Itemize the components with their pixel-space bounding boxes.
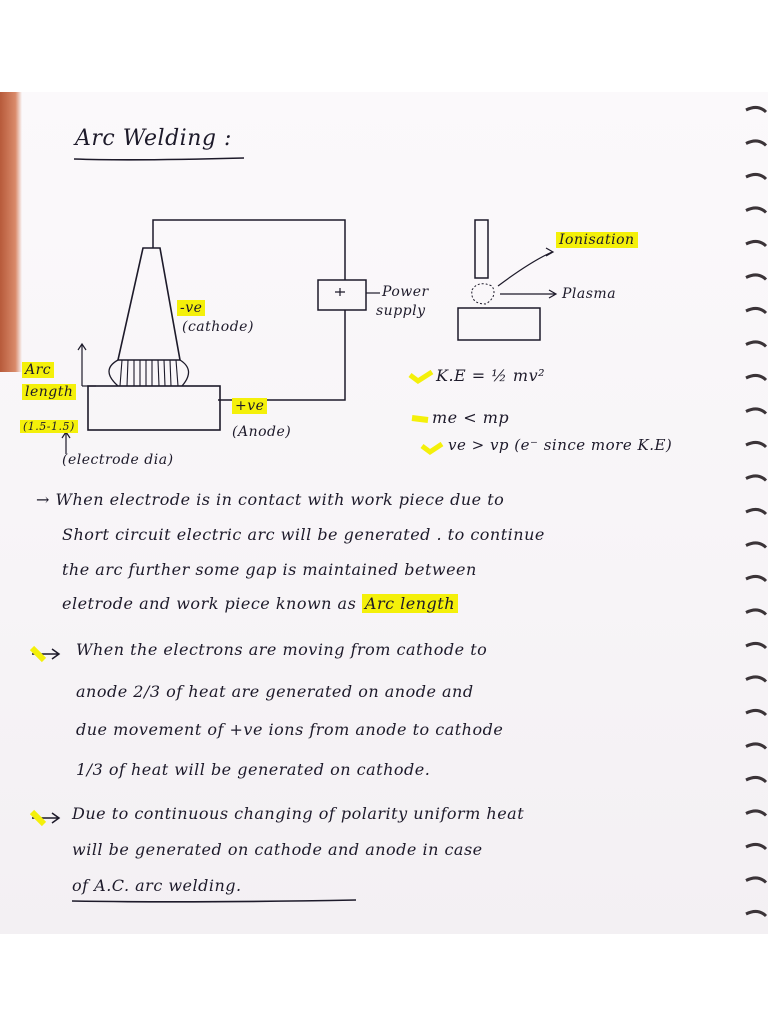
paragraph-1-line-3: the arc further some gap is maintained between xyxy=(62,560,477,579)
title-underline xyxy=(72,155,247,163)
arc-length-range: (1.5-1.5) xyxy=(20,420,78,433)
arc-length-label-2: length xyxy=(22,384,76,400)
paragraph-2-line-3: due movement of +ve ions from anode to cathode xyxy=(76,720,504,739)
binding-ring xyxy=(746,576,766,581)
binding-ring xyxy=(746,174,766,179)
paragraph-1-line-2: Short circuit electric arc will be generated . to continue xyxy=(62,525,545,544)
ionisation-label: Ionisation xyxy=(556,232,638,248)
binding-ring xyxy=(746,811,766,816)
mass-relation: me < mp xyxy=(432,408,510,427)
paragraph-3-line-3: of A.C. arc welding. xyxy=(72,876,242,895)
power-supply-label-2: supply xyxy=(376,303,426,319)
power-supply-label-1: Power xyxy=(382,284,429,300)
paragraph-3-line-1: Due to continuous changing of polarity uniform heat xyxy=(72,804,525,823)
binding-ring xyxy=(746,141,766,146)
binding-ring xyxy=(746,844,766,849)
bullet-arrow-3 xyxy=(30,808,66,828)
binding-ring xyxy=(746,107,766,112)
paragraph-1-line-1: → When electrode is in contact with work piece due to xyxy=(36,490,505,509)
binding-ring xyxy=(746,777,766,782)
workpiece-polarity: +ve xyxy=(232,398,267,414)
arc-length-term: Arc length xyxy=(362,594,458,613)
workpiece-role: (Anode) xyxy=(232,424,292,440)
arc-length-label-1: Arc xyxy=(22,362,54,378)
ke-equation: K.E = ½ mv² xyxy=(436,366,546,385)
paragraph-2-line-1: When the electrons are moving from cathode to xyxy=(76,640,488,659)
paragraph-2-line-4: 1/3 of heat will be generated on cathode. xyxy=(76,760,431,779)
binding-ring xyxy=(746,911,766,916)
binding-ring xyxy=(746,677,766,682)
binding-ring xyxy=(746,710,766,715)
paragraph-3-line-2: will be generated on cathode and anode in case xyxy=(72,840,483,859)
paragraph-1-line-4: eletrode and work piece known as xyxy=(62,594,357,613)
electrode-dia-label: (electrode dia) xyxy=(62,452,174,468)
page-title: Arc Welding : xyxy=(75,126,232,151)
binding-ring xyxy=(746,643,766,648)
binding-ring xyxy=(746,878,766,883)
bullet-arrow-2 xyxy=(30,644,66,664)
binding-ring xyxy=(746,509,766,514)
binding-ring xyxy=(746,543,766,548)
electrode-polarity: -ve xyxy=(177,300,205,316)
paragraph-2-line-2: anode 2/3 of heat are generated on anode and xyxy=(76,682,474,701)
binding-ring xyxy=(746,744,766,749)
electrode-role: (cathode) xyxy=(182,319,254,335)
velocity-relation: ve > vp (e⁻ since more K.E) xyxy=(448,436,673,454)
plasma-label: Plasma xyxy=(562,286,617,302)
paragraph-3-underline xyxy=(70,896,360,906)
binding-ring xyxy=(746,610,766,615)
